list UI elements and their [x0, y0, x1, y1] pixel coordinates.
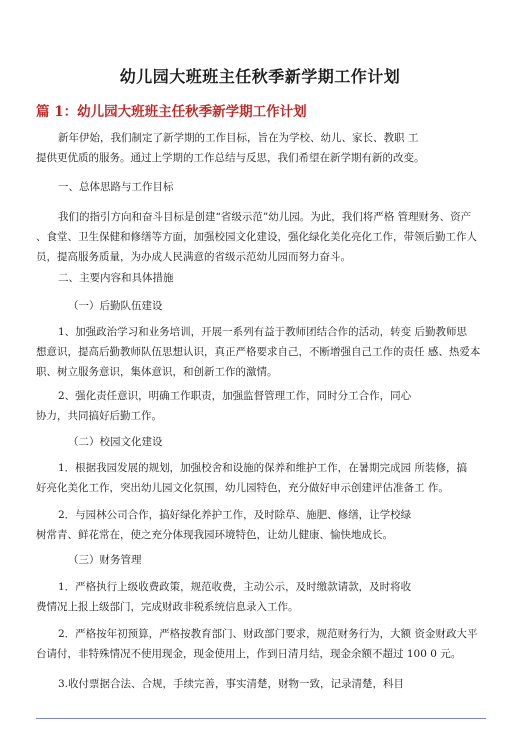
sub1-item1-line-1: 1、加强政治学习和业务培训，开展一系列有益于教师团结合作的活动，转变 后勤教师思 — [58, 326, 468, 338]
document-title: 幼儿园大班班主任秋季新学期工作计划 — [119, 67, 401, 86]
sub2-item1-line-1: 1．根据我园发展的规划，加强校舍和设施的保养和维护工作，在暑期完成园 所装修，搞 — [58, 462, 468, 474]
sub3-item2-line-2: 台请付，非特殊情况不使用现金，现金使用上，作到日清月结，现金余额不超过 100 0 元。 — [36, 648, 462, 660]
sub1-item1 — [36, 322, 488, 382]
sub3-item1-line-2: 费情况上报上级部门，完成财政非税系统信息录入工作。 — [36, 601, 299, 613]
sub3-item2 — [36, 624, 488, 664]
sub2-item1-line-2: 好亮化美化工作，突出幼儿园文化氛围，幼儿园特色，充分做好申示创建评估准备工 作。 — [36, 482, 449, 494]
sub2-heading: （二）校园文化建设 — [68, 436, 163, 448]
sub2-item1 — [36, 458, 488, 498]
sub3-item3-line-1: 3.收付票据合法、合规，手续完善，事实清楚，财物一致，记录清楚，科目 — [58, 678, 405, 690]
sub3-item3 — [36, 674, 488, 694]
sub1-item2-line-1: 2、强化责任意识，明确工作职责，加强监督管理工作，同时分工合作，同心 — [58, 390, 412, 402]
sub2-item2-line-1: 2．与园林公司合作，搞好绿化养护工作，及时除草、施肥、修缮，让学校绿 — [58, 509, 412, 521]
part1-line-3: 员，提高服务质量，为办成人民满意的省级示范幼儿园而努力奋斗。 — [36, 251, 351, 263]
section-heading: 篇 1：幼儿园大班班主任秋季新学期工作计划 — [36, 104, 307, 120]
intro-line-1: 新年伊始，我们制定了新学期的工作目标，旨在为学校、幼儿、家长、教职 工 — [58, 132, 419, 144]
intro-paragraph — [36, 128, 488, 168]
part1-line-2: 、食堂、卫生保健和修缮等方面，加强校园文化建设，强化绿化美化亮化工作，带领后勤工作人 — [36, 231, 477, 243]
sub1-item1-line-2: 想意识，提高后勤教师队伍思想认识，真正严格要求自己，不断增强自己工作的责任 感、热爱本 — [36, 346, 481, 358]
sub1-item2 — [36, 386, 488, 426]
sub3-item2-line-1: 2．严格按年初预算，严格按教育部门、财政部门要求，规范财务行为，大额 资金财政大平 — [58, 628, 478, 640]
part2-heading: 二、主要内容和具体措施 — [58, 272, 174, 284]
sub3-item1 — [36, 577, 488, 617]
sub2-item2-line-2: 树常青、鲜花常在，使之充分体现我园环境特色，让幼儿健康、愉快地成长。 — [36, 529, 393, 541]
sub1-heading: （一）后勤队伍建设 — [68, 300, 163, 312]
sub2-item2 — [36, 505, 488, 545]
footer-divider — [36, 718, 486, 719]
sub3-item1-line-1: 1．严格执行上级收费政策，规范收费，主动公示，及时缴款请款，及时将收 — [58, 581, 412, 593]
part1-paragraph — [36, 207, 488, 267]
part1-line-1: 我们的指引方向和奋斗目标是创建“省级示范”幼儿园。为此，我们将严格 管理财务、资产 — [58, 211, 472, 223]
part1-heading: 一、总体思路与工作目标 — [58, 181, 174, 193]
sub1-item1-line-3: 职、树立服务意识，集体意识，和创新工作的激情。 — [36, 366, 278, 378]
sub3-heading: （三）财务管理 — [68, 554, 142, 566]
sub1-item2-line-2: 协力，共同搞好后勤工作。 — [36, 410, 162, 422]
intro-line-2: 提供更优质的服务。通过上学期的工作总结与反思，我们希望在新学期有新的改变。 — [36, 152, 425, 164]
